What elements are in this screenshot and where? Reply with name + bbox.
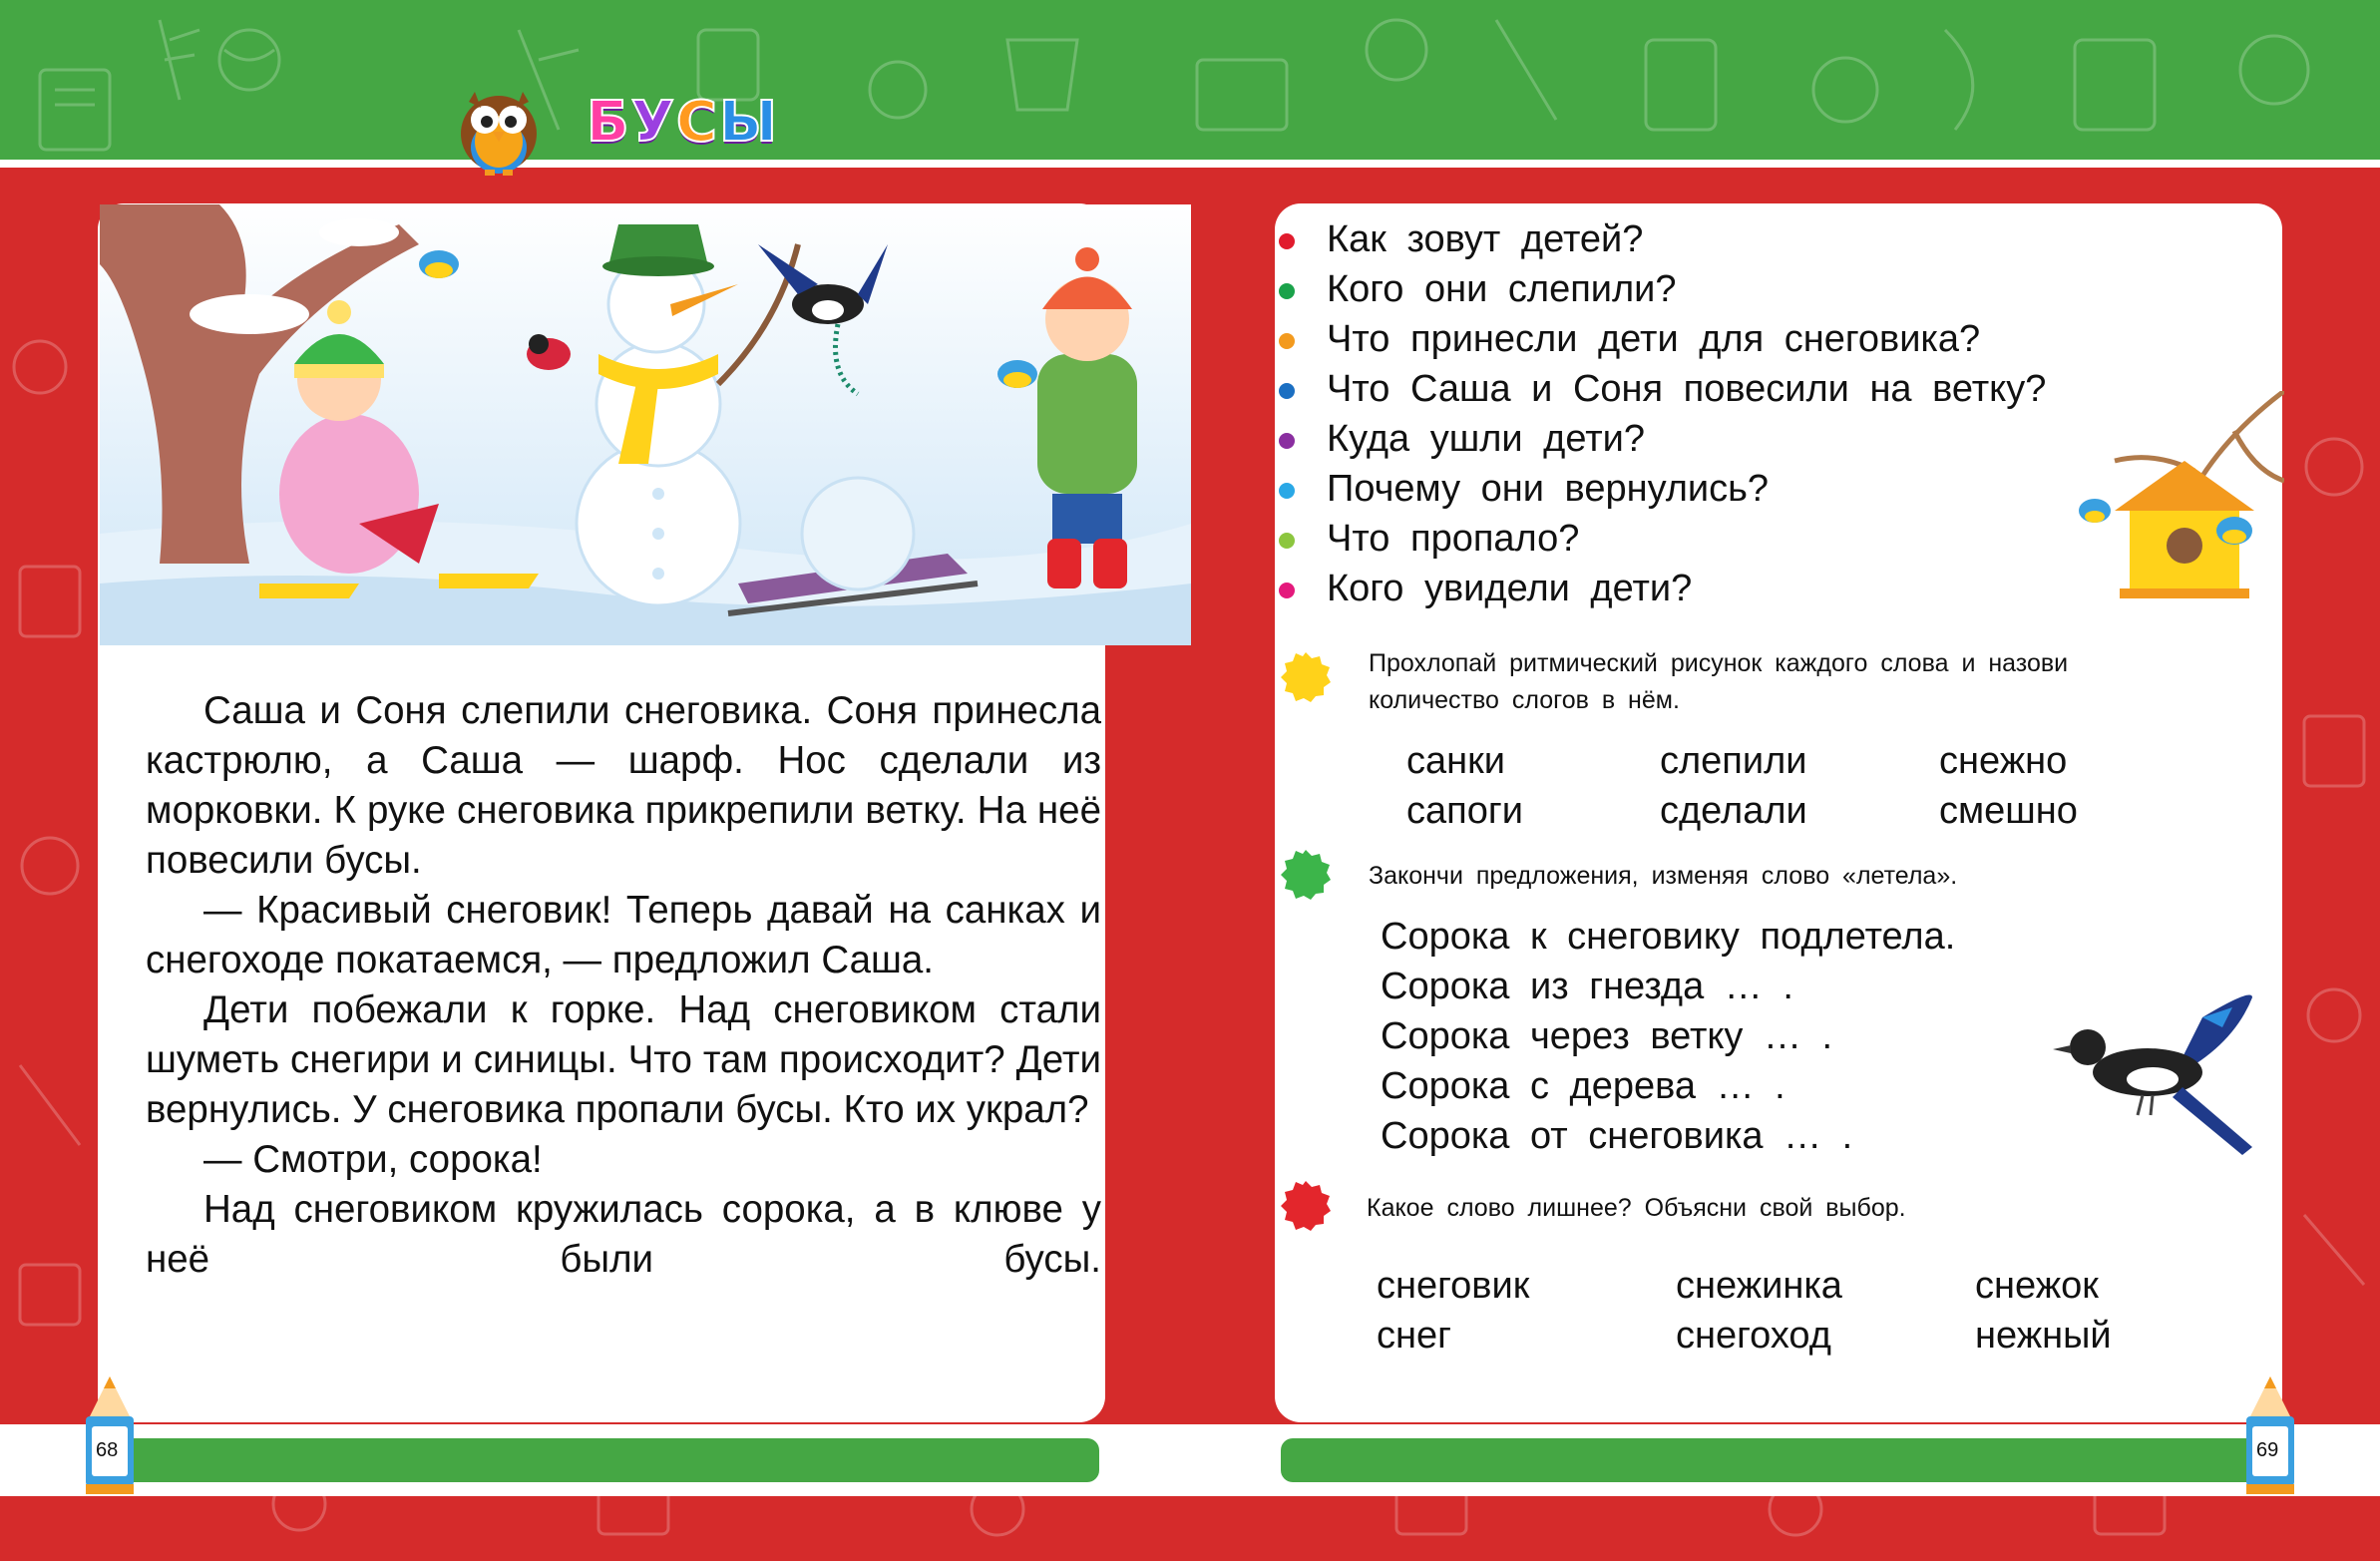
bullet-dot <box>1279 433 1295 449</box>
questions-list <box>1279 214 2046 613</box>
word: снежок <box>1975 1265 2099 1307</box>
title-letter: Б <box>587 90 631 155</box>
bullet-dot <box>1279 383 1295 399</box>
bullet-dot <box>1279 333 1295 349</box>
birdhouse-illustration <box>2055 391 2284 620</box>
story-paragraph-5: Над снеговиком кружилась сорока, а в клюве у неё были бусы. <box>146 1188 1101 1281</box>
question-item: Как зовут детей? <box>1279 214 2046 264</box>
word: снежно <box>1939 740 2068 782</box>
task2-instruction: Закончи предложения, изменяя слово «летела». <box>1369 862 1958 890</box>
bullet-dot <box>1279 583 1295 598</box>
sentence: Сорока к снеговику подлетела. <box>1381 916 1956 958</box>
title-letter: С <box>675 90 719 155</box>
bullet-dot <box>1279 483 1295 499</box>
task2-sentences <box>1381 912 1955 1161</box>
yellow-badge-icon <box>1279 650 1333 704</box>
question-item: Почему они вернулись? <box>1279 464 2046 514</box>
question-item: Что принесли дети для снеговика? <box>1279 314 2046 364</box>
word: слепили <box>1660 740 1807 782</box>
snowman-illustration <box>100 204 1191 645</box>
sentence: Сорока из гнезда … . <box>1381 966 1793 1007</box>
pencil-icon-left <box>80 1376 140 1496</box>
title-letter: У <box>630 90 676 155</box>
question-item: Что Саша и Соня повесили на ветку? <box>1279 364 2046 414</box>
title-letter: Ы <box>718 90 780 155</box>
bottom-green-strip-right <box>1281 1438 2290 1482</box>
bullet-dot <box>1279 233 1295 249</box>
word: смешно <box>1939 790 2078 832</box>
page-title <box>587 90 779 155</box>
story-paragraph-4: — Смотри, сорока! <box>203 1138 543 1181</box>
sentence: Сорока с дерева … . <box>1381 1065 1785 1107</box>
bottom-band <box>0 1424 2380 1496</box>
top-header-band <box>0 0 2380 168</box>
green-badge-icon <box>1279 848 1333 902</box>
story-paragraph-3: Дети побежали к горке. Над снеговиком стали шуметь снегири и синицы. Что там происходит? Дети вернулись. У снеговика пропали бусы. Кто их украл? <box>146 988 1101 1131</box>
question-item: Что пропало? <box>1279 514 2046 564</box>
word: снежинка <box>1676 1265 1842 1307</box>
word: нежный <box>1975 1315 2112 1357</box>
red-badge-icon <box>1279 1179 1333 1233</box>
question-item: Кого они слепили? <box>1279 264 2046 314</box>
word: снег <box>1377 1315 1451 1357</box>
owl-icon <box>449 82 549 178</box>
word: снегоход <box>1676 1315 1831 1357</box>
bottom-green-strip-left <box>90 1438 1099 1482</box>
task3-instruction: Какое слово лишнее? Объясни свой выбор. <box>1367 1194 1906 1222</box>
title-text <box>587 90 779 155</box>
task1-instruction: Прохлопай ритмический рисунок каждого слова и назови количество слогов в нём. <box>1369 649 2069 714</box>
word: сделали <box>1660 790 1807 832</box>
word: снеговик <box>1377 1265 1530 1307</box>
bullet-dot <box>1279 533 1295 549</box>
story-paragraph-2: — Красивый снеговик! Теперь давай на санках и снегоходе покатаемся, — предложил Саша. <box>146 889 1101 981</box>
word: сапоги <box>1406 790 1523 832</box>
bullet-dot <box>1279 283 1295 299</box>
sentence: Сорока от снеговика … . <box>1381 1115 1853 1157</box>
task3-words <box>1377 1261 2175 1361</box>
page-number-left: 68 <box>96 1439 119 1461</box>
pencil-icon-right <box>2240 1376 2300 1496</box>
story-paragraph-1: Саша и Соня слепили снеговика. Соня принесла кастрюлю, а Саша — шарф. Нос сделали из морковки. К руке снеговика прикрепили ветку. На неё повесили бусы. <box>146 689 1101 882</box>
task1-words <box>1406 736 2105 836</box>
page-number-right: 69 <box>2256 1439 2279 1461</box>
sentence: Сорока через ветку … . <box>1381 1015 1833 1057</box>
question-item: Кого увидели дети? <box>1279 564 2046 613</box>
story-text <box>146 686 1101 1285</box>
word: санки <box>1406 740 1505 782</box>
question-item: Куда ушли дети? <box>1279 414 2046 464</box>
magpie-illustration <box>2053 987 2262 1157</box>
school-doodles-pattern <box>0 0 2380 168</box>
